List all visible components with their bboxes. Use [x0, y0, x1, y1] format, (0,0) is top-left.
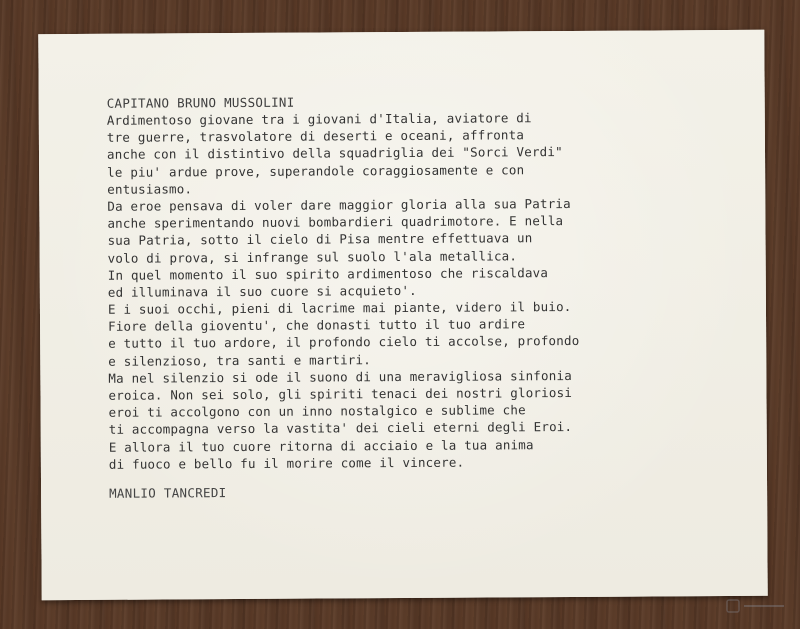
- document-title: CAPITANO BRUNO MUSSOLINI: [106, 94, 295, 111]
- typewritten-sheet: [38, 30, 767, 600]
- body-line: ti accompagna verso la vastita' dei cieli eterni degli Eroi.: [108, 419, 573, 438]
- body-line: Da eroe pensava di voler dare maggior gloria alla sua Patria: [107, 195, 571, 214]
- body-line: e tutto il tuo ardore, il profondo cielo ti accolse, profondo: [108, 333, 580, 352]
- body-line: volo di prova, si infrange sul suolo l'ala metallica.: [107, 247, 518, 266]
- signature: MANLIO TANCREDI: [109, 485, 227, 501]
- body-line: Fiore della gioventu', che donasti tutto il tuo ardire: [108, 316, 526, 335]
- body-line: eroi ti accolgono con un inno nostalgico e sublime che: [108, 402, 526, 420]
- document-body: [107, 109, 580, 473]
- body-line: Ardimentoso giovane tra i giovani d'Italia, aviatore di: [106, 110, 532, 128]
- body-line: Ma nel silenzio si ode il suono di una meravigliosa sinfonia: [108, 367, 572, 386]
- body-line: E allora il tuo cuore ritorna di acciaio e la tua anima: [108, 436, 534, 455]
- body-line: le piu' ardue prove, superandole coraggiosamente e con: [107, 161, 525, 180]
- watermark-logo: [726, 597, 786, 615]
- body-line: di fuoco e bello fu il morire come il vincere.: [108, 454, 465, 472]
- body-line: anche sperimentando nuovi bombardieri quadrimotore. E nella: [107, 213, 564, 231]
- body-line: ed illuminava il suo cuore si acquieto'.: [107, 282, 417, 300]
- body-line: entusiasmo.: [107, 181, 193, 197]
- body-line: In quel momento il suo spirito ardimentoso che riscaldava: [107, 264, 549, 283]
- body-line: E i suoi occhi, pieni di lacrime mai piante, videro il buio.: [107, 299, 572, 317]
- body-line: sua Patria, sotto il cielo di Pisa mentre effettuava un: [107, 230, 533, 249]
- body-line: e silenzioso, tra santi e martiri.: [108, 351, 371, 369]
- body-line: eroica. Non sei solo, gli spiriti tenaci dei nostri gloriosi: [108, 384, 573, 403]
- body-line: anche con il distintivo della squadriglia dei "Sorci Verdi": [106, 144, 563, 163]
- body-line: tre guerre, trasvolatore di deserti e oceani, affronta: [106, 127, 525, 145]
